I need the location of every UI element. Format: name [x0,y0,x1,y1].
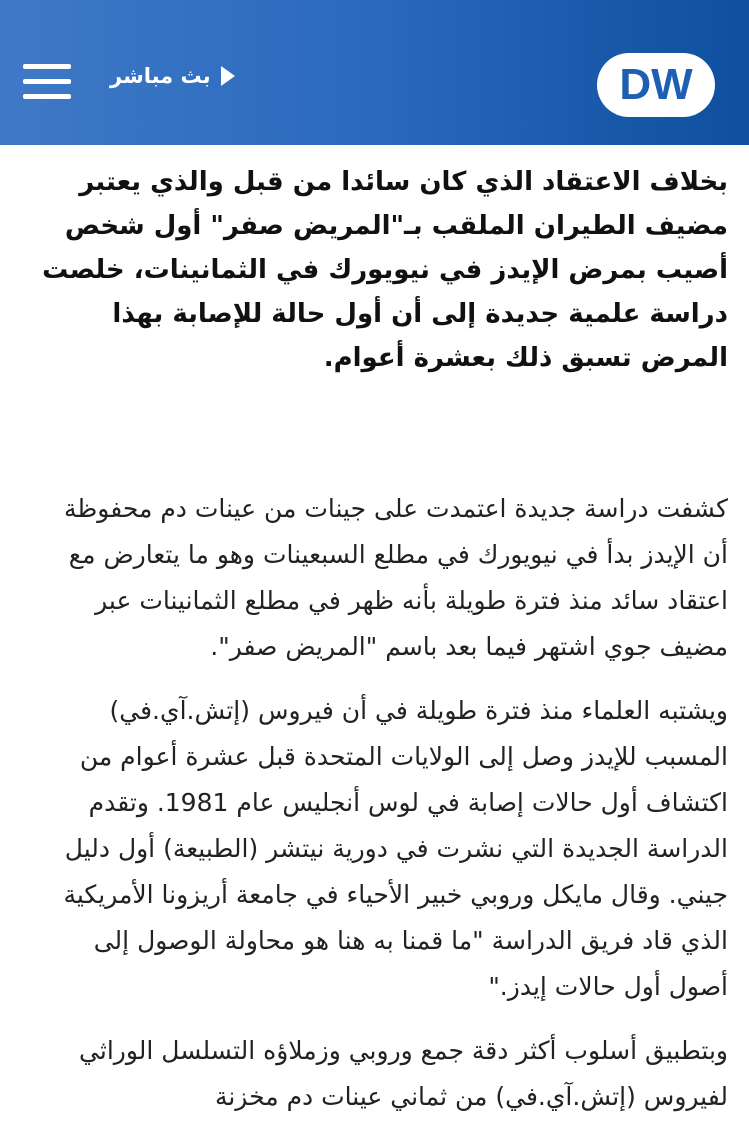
article-paragraph: ويشتبه العلماء منذ فترة طويلة في أن فيروس (إتش.آي.في) المسبب للإيدز وصل إلى الولايات المتحدة قبل عشرة أعوام من اكتشاف أول حالات إصابة في لوس أنجليس عام 1981. وتقدم الدراسة الجديدة التي نشرت في دورية نيتشر (الطبيعة) أول دليل جيني. وقال مايكل وروبي خبير الأحياء في جامعة أريزونا الأمريكية الذي قاد فريق الدراسة "ما قمنا به هنا هو محاولة الوصول إلى أصول أول حالات إيدز." [63,696,728,1001]
dw-logo[interactable] [596,52,716,118]
live-stream-button[interactable] [110,64,235,88]
article-body [40,160,728,1120]
play-icon [221,66,235,86]
menu-bar-line [23,94,71,99]
menu-bar-line [23,79,71,84]
article-paragraph: وبتطبيق أسلوب أكثر دقة جمع وروبي وزملاؤه التسلسل الوراثي لفيروس (إتش.آي.في) من ثماني عينات دم مخزنة [79,1036,728,1111]
live-stream-label: بث مباشر [110,64,211,88]
hamburger-menu-icon[interactable] [20,60,76,104]
article-lead: بخلاف الاعتقاد الذي كان سائدا من قبل والذي يعتبر مضيف الطيران الملقب بـ"المريض صفر" أول شخص أصيب بمرض الإيدز في نيويورك في الثمانينات، خلصت دراسة علمية جديدة إلى أن أول حالة للإصابة بهذا المرض تسبق ذلك بعشرة أعوام. [42,167,728,373]
logo-text: DW [619,60,693,109]
menu-bar-line [23,64,71,69]
top-app-bar [0,0,749,145]
article-paragraph: كشفت دراسة جديدة اعتمدت على جينات من عينات دم محفوظة أن الإيدز بدأ في نيويورك في مطلع السبعينات وهو ما يتعارض مع اعتقاد سائد منذ فترة طويلة بأنه ظهر في مطلع الثمانينات عبر مضيف جوي اشتهر فيما بعد باسم "المريض صفر". [63,494,728,661]
